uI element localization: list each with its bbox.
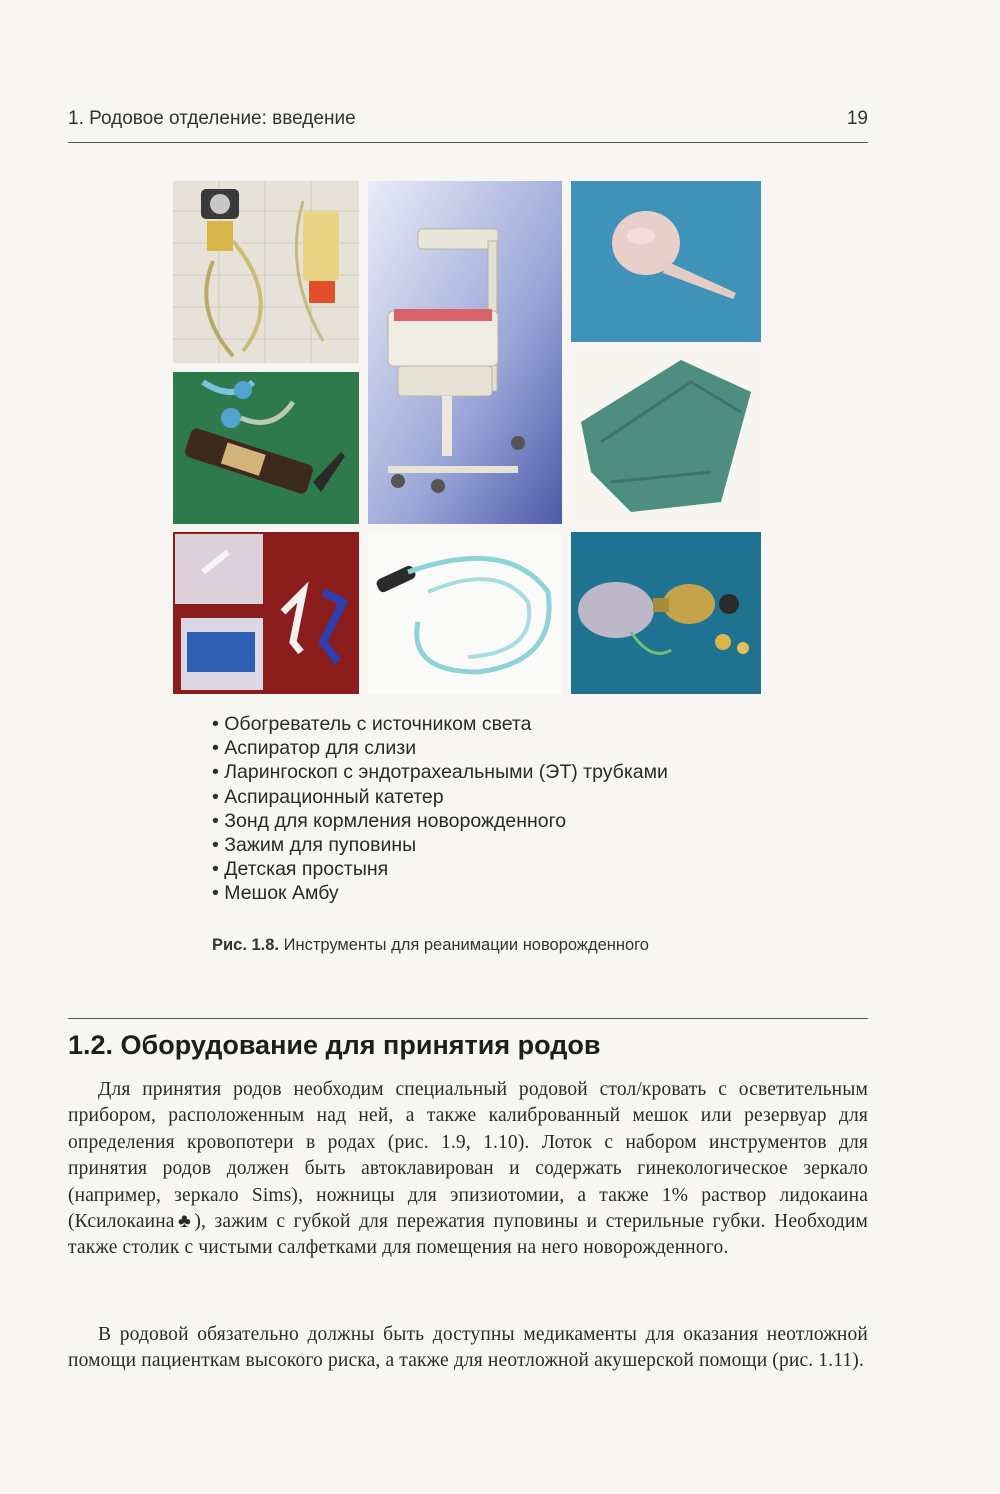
legend-item: • Обогреватель с источником света (212, 712, 812, 736)
body-paragraph-2 (68, 1322, 868, 1375)
chapter-title: 1. Родовое отделение: введение (68, 108, 356, 129)
running-header (68, 108, 868, 136)
ambu-bag-photo (571, 532, 761, 694)
figure-legend (212, 712, 812, 906)
cord-clamps-photo (173, 532, 359, 694)
figure-caption (212, 936, 832, 955)
legend-item: • Зонд для кормления новорожденного (212, 809, 812, 833)
suction-apparatus-photo (173, 181, 359, 363)
section-rule (68, 1018, 868, 1019)
header-rule (68, 142, 868, 143)
legend-item: • Зажим для пуповины (212, 833, 812, 857)
paragraph-text: В родовой обязательно должны быть доступны медикаменты для оказания неотложной помощи пациенткам высокого риска, а также для неотложной акушерской помощи (рис. 1.11). (68, 1324, 868, 1372)
legend-item: • Ларингоскоп с эндотрахеальными (ЭТ) трубками (212, 760, 812, 784)
radiant-warmer-photo (368, 181, 562, 524)
mucus-aspirator-bulb-photo (571, 181, 761, 342)
legend-item: • Детская простыня (212, 857, 812, 881)
section-title: 1.2. Оборудование для принятия родов (68, 1030, 601, 1060)
legend-item: • Аспирационный катетер (212, 785, 812, 809)
figure-caption-text: Инструменты для реанимации новорожденного (279, 936, 649, 954)
laryngoscope-photo (173, 372, 359, 524)
legend-item: • Аспиратор для слизи (212, 736, 812, 760)
legend-item: • Мешок Амбу (212, 881, 812, 905)
page-number: 19 (846, 108, 868, 129)
body-paragraph-1 (68, 1077, 868, 1262)
baby-sheet-photo (571, 352, 761, 524)
catheter-tube-photo (368, 532, 562, 694)
paragraph-text: Для принятия родов необходим специальный родовой стол/кровать с осветительным прибором, расположенным над ней, а также калиброванный мешок или резервуар для определения кровопотери в родах (рис. 1.9, 1.10). Лоток с набором инструментов для принятия родов должен быть автоклавирован и содержать гинекологическое зеркало (например, зеркало Sims), ножницы для эпизиотомии, а также 1% раствор лидокаина (Ксилокаина♣), зажим с губкой для пережатия пуповины и стерильные губки. Необходим также столик с чистыми салфетками для помещения на него новорожденного. (68, 1079, 868, 1259)
figure-caption-label: Рис. 1.8. (212, 936, 280, 954)
